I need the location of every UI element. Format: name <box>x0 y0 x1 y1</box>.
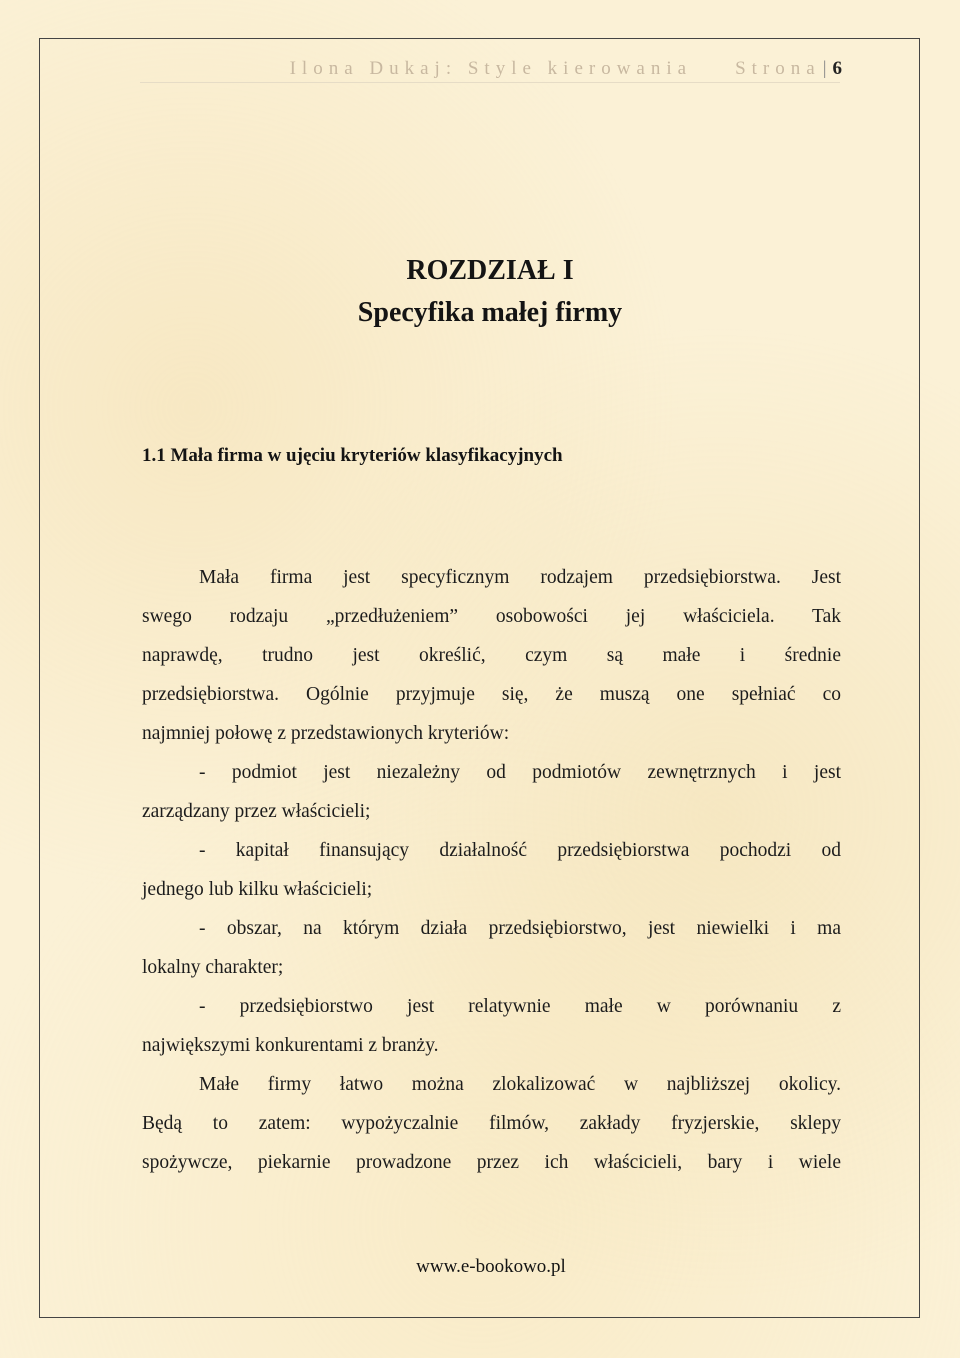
body-line: jednego lub kilku właścicieli; <box>142 879 373 900</box>
body-line: zarządzany przez właścicieli; <box>142 801 371 822</box>
body-line: największymi konkurentami z branży. <box>142 1035 439 1056</box>
running-header <box>290 58 842 80</box>
body-line: - obszar, na którym działa przedsiębiorstwo, jest niewielki i ma <box>199 918 841 939</box>
chapter-title: Specyfika małej firmy <box>357 297 623 328</box>
body-line: - podmiot jest niezależny od podmiotów zewnętrznych i jest <box>199 762 841 783</box>
body-line: - kapitał finansujący działalność przedsiębiorstwa pochodzi od <box>199 840 841 861</box>
chapter-heading <box>0 250 960 334</box>
body-line: najmniej połowę z przedstawionych kryteriów: <box>142 723 510 744</box>
section-title: 1.1 Mała firma w ujęciu kryteriów klasyfikacyjnych <box>142 445 563 466</box>
running-title: Ilona Dukaj: Style kierowania <box>289 58 693 79</box>
header-divider: | <box>822 58 827 79</box>
body-text <box>142 558 841 1182</box>
header-rule <box>140 82 840 83</box>
footer-url: www.e-bookowo.pl <box>416 1256 566 1277</box>
body-line: Mała firma jest specyficznym rodzajem przedsiębiorstwa. Jest <box>199 567 841 588</box>
chapter-label: ROZDZIAŁ I <box>406 255 574 286</box>
body-line: swego rodzaju „przedłużeniem” osobowości jej właściciela. Tak <box>142 606 841 627</box>
body-line: lokalny charakter; <box>142 957 284 978</box>
body-line: Małe firmy łatwo można zlokalizować w najbliższej okolicy. <box>199 1074 841 1095</box>
page-number: 6 <box>832 58 842 79</box>
body-line: naprawdę, trudno jest określić, czym są małe i średnie <box>142 645 841 666</box>
body-line: Będą to zatem: wypożyczalnie filmów, zakłady fryzjerskie, sklepy <box>142 1113 841 1134</box>
body-line: - przedsiębiorstwo jest relatywnie małe w porównaniu z <box>199 996 841 1017</box>
body-line: przedsiębiorstwa. Ogólnie przyjmuje się, że muszą one spełniać co <box>142 684 841 705</box>
header-spacer <box>692 58 735 79</box>
body-line: spożywcze, piekarnie prowadzone przez ich właścicieli, bary i wiele <box>142 1152 841 1173</box>
page-label: Strona <box>735 58 821 79</box>
